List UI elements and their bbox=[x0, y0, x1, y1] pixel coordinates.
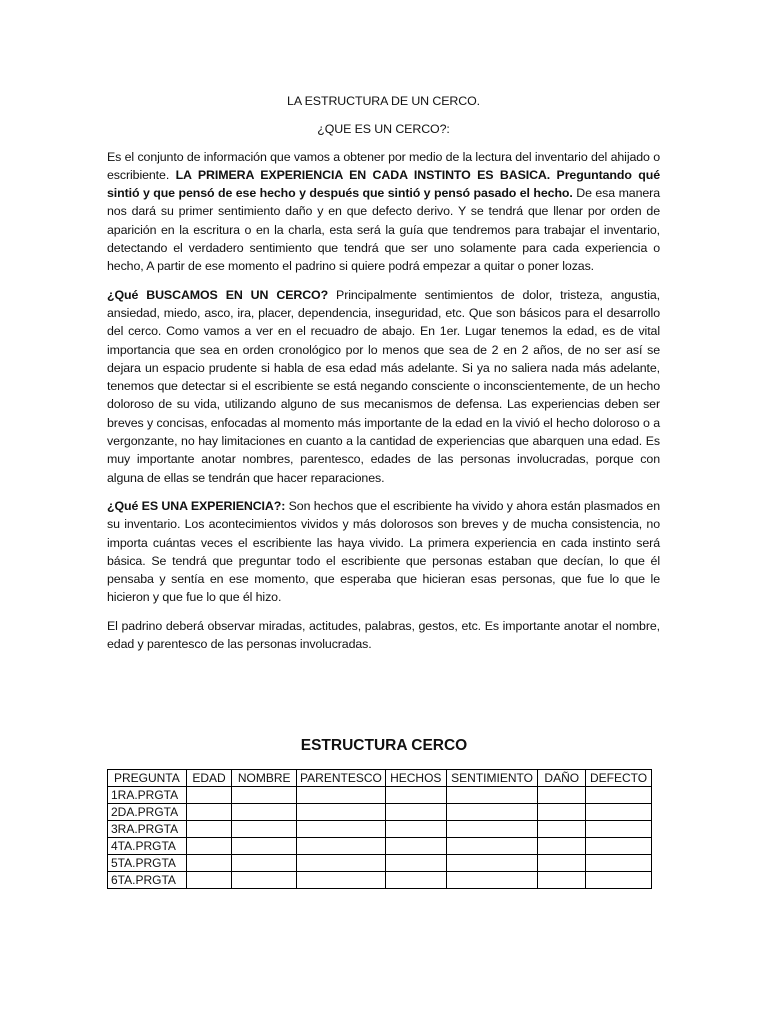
table-cell bbox=[446, 838, 538, 855]
table-cell bbox=[232, 804, 297, 821]
table-cell bbox=[232, 872, 297, 889]
paragraph-what-we-seek bbox=[107, 286, 660, 487]
table-cell bbox=[586, 821, 652, 838]
table-cell bbox=[297, 838, 386, 855]
table-cell bbox=[538, 855, 586, 872]
table-cell bbox=[385, 855, 446, 872]
row-label: 3RA.PRGTA bbox=[108, 821, 187, 838]
table-cell bbox=[297, 804, 386, 821]
column-header: EDAD bbox=[186, 770, 232, 787]
table-row bbox=[108, 838, 652, 855]
column-header: HECHOS bbox=[385, 770, 446, 787]
table-header-row bbox=[108, 770, 652, 787]
table-row bbox=[108, 855, 652, 872]
table-row bbox=[108, 804, 652, 821]
row-label: 6TA.PRGTA bbox=[108, 872, 187, 889]
table-cell bbox=[586, 855, 652, 872]
table-cell bbox=[297, 872, 386, 889]
column-header: NOMBRE bbox=[232, 770, 297, 787]
table-cell bbox=[586, 787, 652, 804]
table-cell bbox=[232, 838, 297, 855]
paragraph-bold-text: LA PRIMERA EXPERIENCIA EN CADA INSTINTO ES BASICA. Preguntando qué sintió y que pensó de ese hecho y después que sintió y pensó pasado el hecho. bbox=[107, 167, 660, 201]
table-cell bbox=[385, 872, 446, 889]
column-header: DEFECTO bbox=[586, 770, 652, 787]
table-row bbox=[108, 787, 652, 804]
paragraph-text: Son hechos que el escribiente ha vivido y ahora están plasmados en su inventario. Los acontecimientos vividos y más dolorosos son breves y de mucha consistencia, no importa cuántas veces el escribiente las haya vivido. La primera experiencia en cada instinto será básica. Se tendrá que preguntar todo el escribiente que personas estaban que decían, lo que él pensaba y sentía en ese momento, que esperaba que hicieran esas personas, que fue lo que le hicieron y que fue lo que él hizo. bbox=[107, 498, 660, 605]
row-label: 4TA.PRGTA bbox=[108, 838, 187, 855]
table-cell bbox=[586, 872, 652, 889]
paragraph-text: Es el conjunto de información que vamos a obtener por medio de la lectura del inventario del ahijado o escribiente. bbox=[107, 149, 660, 182]
table-cell bbox=[232, 821, 297, 838]
table-cell bbox=[446, 804, 538, 821]
table-row bbox=[108, 872, 652, 889]
table-cell bbox=[385, 787, 446, 804]
table-cell bbox=[232, 787, 297, 804]
table-cell bbox=[186, 855, 232, 872]
structure-table bbox=[107, 769, 652, 889]
table-cell bbox=[297, 855, 386, 872]
paragraph-sponsor bbox=[107, 617, 660, 654]
table-cell bbox=[186, 838, 232, 855]
column-header: SENTIMIENTO bbox=[446, 770, 538, 787]
table-cell bbox=[186, 787, 232, 804]
row-label: 1RA.PRGTA bbox=[108, 787, 187, 804]
paragraph-experience bbox=[107, 497, 660, 607]
section-heading: ¿QUE ES UN CERCO?: bbox=[317, 122, 450, 137]
table-cell bbox=[232, 855, 297, 872]
row-label: 5TA.PRGTA bbox=[108, 855, 187, 872]
table-cell bbox=[538, 804, 586, 821]
table-cell bbox=[186, 821, 232, 838]
document-title: LA ESTRUCTURA DE UN CERCO. bbox=[287, 94, 480, 108]
table-cell bbox=[538, 821, 586, 838]
table-cell bbox=[186, 804, 232, 821]
table-cell bbox=[586, 804, 652, 821]
table-cell bbox=[385, 821, 446, 838]
table-cell bbox=[586, 838, 652, 855]
table-cell bbox=[538, 838, 586, 855]
table-cell bbox=[297, 821, 386, 838]
document-body bbox=[107, 92, 660, 663]
table-title: ESTRUCTURA CERCO bbox=[300, 737, 468, 754]
paragraph-bold-text: ¿Qué ES UNA EXPERIENCIA?: bbox=[107, 498, 286, 513]
table-cell bbox=[446, 855, 538, 872]
paragraph-definition bbox=[107, 148, 660, 276]
table-cell bbox=[385, 838, 446, 855]
table-row bbox=[108, 821, 652, 838]
table-cell bbox=[538, 787, 586, 804]
table-cell bbox=[186, 872, 232, 889]
table-cell bbox=[446, 787, 538, 804]
table-cell bbox=[446, 872, 538, 889]
paragraph-bold-text: ¿Qué BUSCAMOS EN UN CERCO? bbox=[107, 287, 329, 302]
table-cell bbox=[538, 872, 586, 889]
column-header: PARENTESCO bbox=[297, 770, 386, 787]
table-cell bbox=[297, 787, 386, 804]
row-label: 2DA.PRGTA bbox=[108, 804, 187, 821]
column-header: DAÑO bbox=[538, 770, 586, 787]
paragraph-text: El padrino deberá observar miradas, actitudes, palabras, gestos, etc. Es importante anotar el nombre, edad y parentesco de las personas involucradas. bbox=[107, 618, 660, 652]
column-header: PREGUNTA bbox=[108, 770, 187, 787]
paragraph-text: De esa manera nos dará su primer sentimiento daño y en que defecto derivo. Y se tendrá que llenar por orden de aparición en la escritura o en la charla, esta será la guía que tendremos para trabajar el inventario, detectando el verdadero sentimiento que tendrá que ser uno solamente para cada experiencia o hecho, A partir de ese momento el padrino si quiere podrá empezar a quitar o poner lozas. bbox=[107, 186, 660, 274]
table-cell bbox=[446, 821, 538, 838]
table-cell bbox=[385, 804, 446, 821]
paragraph-text: Principalmente sentimientos de dolor, tristeza, angustia, ansiedad, miedo, asco, ira, placer, dependencia, inseguridad, etc. Que son básicos para el desarrollo del cerco. Como vamos a ver en el recuadro de abajo. En 1er. Lugar tenemos la edad, es de vital importancia que sea en orden cronológico por lo menos que sea de 2 en 2 años, de no ser así se dejara un espacio prudente si habla de esa edad más adelante. Si ya no saliera nada más adelante, tenemos que detectar si el escribiente se está negando consciente o inconscientemente, de un hecho doloroso de su vida, utilizando alguno de sus mecanismos de defensa. Las experiencias deben ser breves y concisas, enfocadas al momento más importante de la edad en la vivió el hecho doloroso o a vergonzante, no hay limitaciones en cuanto a la cantidad de experiencias que abarquen una edad. Es muy importante anotar nombres, parentesco, edades de las personas involucradas, porque con alguna de ellas se tendrán que hacer reparaciones. bbox=[107, 287, 660, 485]
